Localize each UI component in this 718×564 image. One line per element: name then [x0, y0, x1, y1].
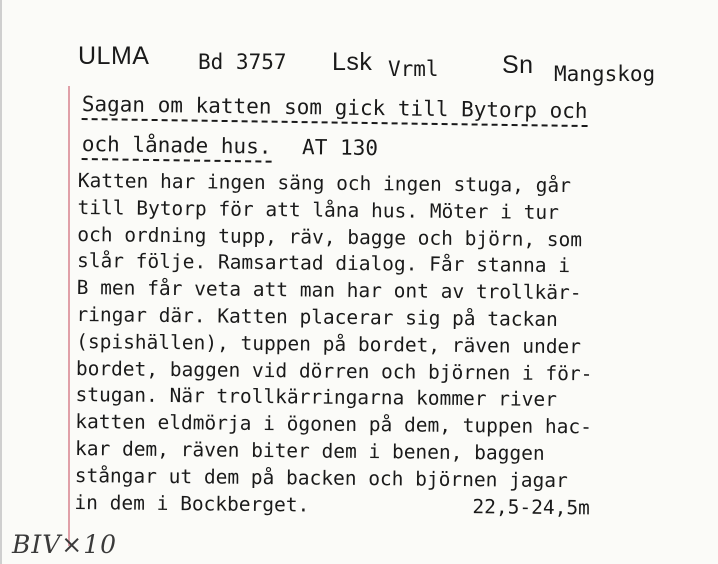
province-value: Vrml: [388, 57, 439, 81]
volume-number: Bd 3757: [198, 50, 287, 74]
page-reference: 22,5-24,5m: [472, 494, 591, 519]
summary-text: [74, 168, 698, 523]
summary-line: stugan. När trollkärringarna kommer river: [75, 383, 558, 412]
story-title-line-2: [82, 132, 378, 160]
story-title-text: Sagan om katten som gick till Bytorp och: [82, 92, 588, 127]
summary-line: (spishällen), tuppen på bordet, räven under: [76, 329, 582, 359]
tale-type-code: AT 130: [301, 135, 379, 161]
province-label: Lsk: [332, 48, 373, 76]
summary-line: B men får veta att man har ont av trollkär-: [76, 276, 582, 305]
summary-line: och ordning tupp, räv, bagge och björn, som: [77, 222, 583, 251]
story-title-line-1: [82, 92, 588, 123]
story-title-continuation: och lånade hus.: [82, 132, 272, 163]
summary-line: katten eldmörja i ögonen på dem, tuppen hac-: [75, 410, 592, 439]
parish-label: Sn: [502, 51, 534, 79]
summary-line: bordet, baggen vid dörren och björnen i för-: [75, 356, 593, 385]
summary-line: stångar ut dem på backen och björnen jagar: [74, 463, 568, 492]
summary-last-row: [74, 490, 694, 523]
margin-rule: [68, 86, 70, 546]
summary-line: Katten har ingen säng och ingen stuga, går: [77, 168, 572, 198]
summary-line: slår följe. Ramsartad dialog. Får stanna i: [76, 249, 571, 278]
parish-value: Mangskog: [554, 62, 656, 86]
summary-line: ringar där. Katten placerar sig på tackan: [76, 302, 558, 332]
summary-line: kar dem, räven biter dem i benen, baggen: [74, 436, 545, 465]
summary-line: till Bytorp för att låna hus. Möter i tur: [77, 195, 560, 224]
summary-line: in dem i Bockberget.: [74, 490, 310, 517]
handwritten-classification: BIV×10: [12, 530, 118, 559]
archive-label: ULMA: [78, 42, 150, 70]
